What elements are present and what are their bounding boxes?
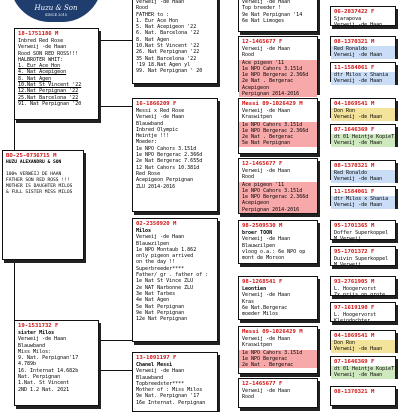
g4-card: [330, 36, 396, 59]
grandparent-line: Blauwzilpen: [136, 240, 170, 247]
connector-line: [96, 340, 132, 341]
grandparent-line: Heintje !!!: [136, 133, 170, 140]
g4-line: Don Ron: [334, 108, 356, 114]
ggp-line: Kras: [242, 298, 255, 305]
great-grandparent-card: [238, 326, 318, 374]
g4-line: dt 01 Heintje KopieT: [334, 134, 395, 140]
g4-card: [330, 356, 396, 379]
ggp-line: 1e NPO Cahors 3.151d: [242, 349, 303, 356]
sire-line: 10.Nat St Vincent '22: [18, 82, 82, 89]
grandparent-line: 4e Nat Agen: [136, 297, 170, 304]
g4-card: [330, 302, 396, 325]
grandparent-line: 3e Nat Tarbes: [136, 290, 176, 297]
ggp-id: 12-1465677 F: [242, 161, 283, 167]
grandparent-line: 99. Nat Perpignan ' 20: [136, 68, 203, 75]
g4-line: L. Hoogervorst: [334, 286, 377, 292]
g4-id: 11-1584061 F: [334, 65, 375, 71]
grandparent-line: 35 Nat Barcelona '22: [136, 55, 197, 62]
grandparent-id: 02-2350920 M: [136, 221, 177, 227]
ggp-line: 9e Nat Perpignan '14: [242, 11, 303, 18]
g4-id: 08-1370321 M: [334, 389, 375, 395]
ggp-line: 1e NPO Cahors 3.151d: [242, 65, 303, 72]
sire-line: Rood SON RED ROSS!!!: [18, 50, 79, 57]
ggp-line: Verweij -de Haan: [242, 336, 291, 342]
grandparent-card: [132, 98, 218, 212]
g4-line: Verweij -de Haan: [334, 78, 383, 85]
g4-line: Don Ron: [334, 340, 356, 346]
g4-id: 04-1869541 M: [334, 333, 375, 339]
ggp-id: 12-1465677 F: [242, 381, 283, 387]
dam-name: sister Milos: [18, 330, 55, 336]
grandparent-card: [132, 0, 218, 84]
ggp-line: 2e Nat . Bergerac: [242, 78, 294, 85]
sire-line: 12.Nat Perpignan '22: [18, 88, 79, 95]
dam-line: Nat. Perpignan: [18, 374, 61, 381]
ggp-line: 1e NPO Bergerac 2.366d: [242, 72, 309, 79]
ggp-name: Leontien: [242, 286, 267, 292]
ggp-line: Ace pigeon '11: [242, 181, 285, 188]
grandparent-line: ZLU 2014-2016: [136, 183, 176, 190]
g4-card: [330, 98, 396, 121]
g4-card: [330, 330, 396, 353]
grandparent-line: Rood: [136, 5, 149, 12]
subject-name: HUZU ALEXANDRU & SON: [6, 160, 62, 165]
grandparent-line: 9e Nat. Perpignan '17: [136, 393, 200, 400]
grandparent-line: Verweij -de Haan: [136, 114, 185, 121]
subject-line: 100% VERWEIJ DE HAAN: [6, 172, 62, 177]
subject-card: [2, 150, 84, 260]
g4-card: [330, 276, 396, 299]
grandparent-line: 1e NPO Montaub 1.862: [136, 246, 197, 253]
ggp-line: Kraswitpen: [242, 342, 273, 349]
ggp-line: Rood: [242, 174, 255, 181]
connector-line: [96, 106, 132, 107]
sire-card: [14, 28, 99, 120]
ggp-id: Messi 09-1026429 M: [242, 101, 303, 107]
g4-id: 11-1584061 F: [334, 189, 375, 195]
g4-id: 07-1646369 F: [334, 359, 375, 365]
ggp-line: 1e NPO Bergerac: [242, 355, 288, 362]
grandparent-line: '19 18.Nat Agen yl: [136, 61, 191, 68]
great-grandparent-card: [238, 98, 318, 154]
g4-id: 04-1869541 M: [334, 101, 375, 107]
g4-id: 08-1370321 M: [334, 163, 375, 169]
grandparent-line: 1e NPO Bergerac 2.366d: [136, 152, 203, 159]
ggp-line: mont de Morson: [242, 255, 285, 262]
grandparent-line: 9e Nat Perpignan: [136, 309, 185, 316]
ggp-line: 1e NPO Cahors 3.151d: [242, 187, 303, 194]
dam-line: 2ND 1.2 Nat. 2021: [18, 386, 70, 393]
grandparent-line: Verweij -de Haan: [136, 368, 185, 375]
great-grandparent-card: [238, 158, 318, 214]
g4-line: Duivin Superkoppel: [334, 256, 389, 262]
ggp-line: moeder Milos: [242, 311, 279, 318]
ggp-id: 12-1465677 F: [242, 39, 283, 45]
g4-line: Red Ronaldo: [334, 46, 368, 52]
ggp-line: Blauwzilpen: [242, 242, 276, 249]
dam-line: 4.789b: [18, 361, 37, 368]
g4-card: [330, 246, 396, 269]
g4-line: dt 01 Heintje KopieT: [334, 366, 395, 372]
subject-id: BO-25-0736715 M: [6, 153, 57, 159]
ggp-line: Verweij -de Haan: [242, 292, 291, 299]
connector-line: [96, 370, 132, 371]
g4-id: 06-2037422 F: [334, 9, 375, 15]
g4-line: M.Verweij: [334, 236, 362, 243]
great-grandparent-card: [238, 378, 318, 408]
sire-line: Inbred Red Rose: [18, 38, 64, 44]
logo-since: SINCE 2015: [44, 13, 68, 17]
grandparent-line: 1e NPO Cahors 3.151d: [136, 145, 197, 152]
ggp-line: 6e Nat.Bergerac: [242, 304, 288, 311]
grandparent-name: Milos: [136, 228, 152, 234]
g4-card: [330, 160, 396, 183]
grandparent-line: Blauwband: [136, 374, 164, 381]
ggp-id: Messi 09-1026429 M: [242, 329, 303, 335]
g4-line: Verweij -de Haan: [334, 140, 383, 147]
grandparent-line: 2e Nat Bergerac 7.655d: [136, 158, 203, 165]
grandparent-card: [132, 352, 218, 412]
g4-line: Red Ronaldo: [334, 170, 368, 176]
great-grandparent-card: [238, 0, 318, 32]
connector-line: [14, 258, 15, 320]
sire-line: HALBROTER WHIT:: [18, 56, 64, 63]
g4-line: dtr Milos x Shania: [334, 196, 389, 202]
g4-id: 97-1619190 F: [334, 305, 375, 311]
grandparent-line: 1e Nat St Vince ZLU: [136, 278, 194, 285]
ggp-line: Verweij -de Haan: [242, 0, 291, 5]
grandparent-line: 5. Nat Acepigeon '22: [136, 24, 197, 31]
grandparent-card: [132, 218, 218, 342]
g4-line: Sjarapova: [334, 16, 362, 22]
connector-line: [14, 118, 15, 150]
grandparent-id: 16-1866209 F: [136, 101, 177, 107]
grandparent-line: only pigeon arrived: [136, 253, 194, 260]
ggp-line: Ace pigeon '11: [242, 59, 285, 66]
g4-card: [330, 386, 396, 406]
grandparent-line: Inbred Olympic: [136, 126, 179, 133]
g4-line: dtr Milos x Shania: [334, 72, 389, 78]
dam-line: 16. Internat 14.682b: [18, 367, 79, 374]
ggp-line: Verweij -de Haan: [242, 168, 291, 174]
ggp-line: Verweij -de Haan: [242, 236, 291, 243]
ggp-line: Rood: [242, 52, 255, 59]
subject-line: FATHER SON RED ROSS !!!: [6, 178, 70, 183]
g4-card: [330, 220, 396, 243]
grandparent-line: 5e Nat Perpignan: [136, 303, 185, 310]
g4-card: [330, 124, 396, 147]
ggp-line: Verweij -de Haan: [242, 388, 291, 394]
g4-card: [330, 186, 396, 209]
subject-line: & FULL SISTER MISS MILOS: [6, 190, 73, 195]
ggp-line: 2e Nat . Bergerac: [242, 362, 294, 369]
dam-line: Blauwband: [18, 342, 46, 349]
g4-card: [330, 6, 396, 29]
grandparent-line: Superbreeder****: [136, 265, 185, 272]
sire-line: 4. Nat Acepigeon: [18, 69, 67, 76]
ggp-line: Perpignan 2014-2016: [242, 91, 300, 98]
ggp-line: 1e NPO Bergerac 2.366d: [242, 127, 309, 134]
ggp-line: Perpignan 2014-2016: [242, 206, 300, 213]
g4-line: Verweij -de Haan: [334, 372, 383, 379]
dam-line: Verweij -de Haan: [18, 336, 67, 343]
ggp-id: 98-1268541 F: [242, 279, 283, 285]
g4-line: Kleindochter: [334, 318, 371, 325]
grandparent-line: 2e NAT Narbonne ZLU: [136, 284, 194, 291]
connector-line: [96, 40, 132, 41]
g4-line: Verweij -de Haan: [334, 22, 383, 29]
grandparent-line: Red Rose: [136, 170, 161, 177]
ggp-line: Top breeder !: [242, 5, 282, 12]
g4-id: 95-1701365 M: [334, 223, 375, 229]
ggp-line: Acepigeon: [242, 200, 270, 207]
g4-id: 08-1370321 M: [334, 39, 375, 45]
dam-id: 19-1531732 F: [18, 323, 59, 329]
dam-line: Miss Milos:: [18, 348, 52, 355]
grandparent-line: FATHER to :: [136, 11, 170, 18]
dam-line: 1.Nat. St Vincent: [18, 380, 70, 387]
sire-line: 91. Nat Perpignan '20: [18, 100, 82, 107]
subject-line: MOTHER IS DAUGHTER MILOS: [6, 184, 73, 189]
g4-line: Doffer Superkoppel: [334, 230, 389, 236]
grandparent-line: Topbreedster****: [136, 380, 185, 387]
sire-line: Verweij -de Haan: [18, 44, 67, 51]
great-grandparent-card: [238, 36, 318, 98]
grandparent-id: 13-1091197 F: [136, 355, 177, 361]
ggp-line: 5e Nat Perpignan: [242, 140, 291, 147]
grandparent-line: 12e Nat Perpignan: [136, 316, 188, 323]
sire-line: 8. Nat Agen: [18, 75, 52, 82]
grandparent-line: Verweij -de Haan: [136, 0, 185, 5]
g4-line: Verweij -de Haan: [334, 114, 383, 121]
g4-line: Verweij -de Haan: [334, 346, 383, 353]
sire-id: 18-1751186 M: [18, 31, 59, 37]
grandparent-line: Father/ gr . father of :: [136, 272, 209, 279]
g4-line: M.Verweij: [334, 262, 362, 269]
grandparent-line: 12 Nat Cahors 10.381d: [136, 164, 200, 171]
ggp-line: 6e Nat Limoges: [242, 17, 285, 24]
ggp-line: Acepigeon: [242, 84, 270, 91]
grandparent-line: 10.Nat St Vincent '22: [136, 43, 200, 50]
grandparent-line: Messi x Red Rose: [136, 108, 185, 114]
g4-line: Verweij -de Haan: [334, 202, 383, 209]
ggp-id: 98-2509530 M: [242, 223, 283, 229]
ggp-line: 2e Nat . Bergerac: [242, 134, 294, 141]
ggp-line: Rood: [242, 394, 255, 401]
grandparent-line: on the day !!: [136, 259, 176, 266]
g4-id: 07-1646369 F: [334, 127, 375, 133]
logo-name: Huzu & Son: [34, 4, 78, 12]
ggp-name: broer TOON: [242, 230, 273, 236]
grandparent-line: 6. Nat. Barcelona '22: [136, 30, 200, 37]
g4-card: [330, 62, 396, 85]
grandparent-name: Chanel Messi: [136, 362, 173, 368]
g4-line: L. Hoogervorst: [334, 312, 377, 318]
logo: [10, 0, 102, 22]
dam-card: [14, 320, 99, 406]
grandparent-line: 8. Nat Agen: [136, 36, 170, 43]
grandparent-line: Blauwband: [136, 120, 164, 127]
grandparent-line: Verweij -de Haan: [136, 234, 185, 241]
g4-id: 93-2761905 M: [334, 279, 375, 285]
great-grandparent-card: [238, 220, 318, 264]
g4-id: 95-1701372 F: [334, 249, 375, 255]
g4-line: 7x prijs op grote: [334, 292, 386, 299]
g4-line: Verweij -de Haan: [334, 176, 383, 183]
great-grandparent-card: [238, 276, 318, 320]
sire-line: 25.Nat Barcelona '22: [18, 94, 79, 101]
grandparent-line: Acepigeon Perpignan: [136, 177, 194, 184]
ggp-line: Verweij -de Haan: [242, 46, 291, 52]
grandparent-line: Mother of : Miss Milos: [136, 387, 203, 394]
ggp-line: Verweij -de Haan: [242, 108, 291, 114]
ggp-line: Kraswitpen: [242, 114, 273, 121]
grandparent-line: 16e Internat. Perpignan: [136, 399, 206, 406]
g4-line: Verweij -de Haan: [334, 52, 383, 59]
ggp-line: 1e NPO Bergerac 2.366d: [242, 194, 309, 201]
dam-line: 9. Nat. Perpignan'17: [18, 355, 79, 362]
grandparent-line: 1. Eur Ace Hon: [136, 17, 179, 24]
ggp-line: 1e NPO Cahors 3.151d: [242, 121, 303, 128]
grandparent-line: Moeder:: [136, 139, 158, 146]
grandparent-line: 26. Nat Perpignan '22: [136, 49, 200, 56]
sire-line: 1. Eur Ace Hon: [18, 63, 61, 70]
ggp-line: vloog o.a.: 6e NPO op: [242, 248, 306, 255]
